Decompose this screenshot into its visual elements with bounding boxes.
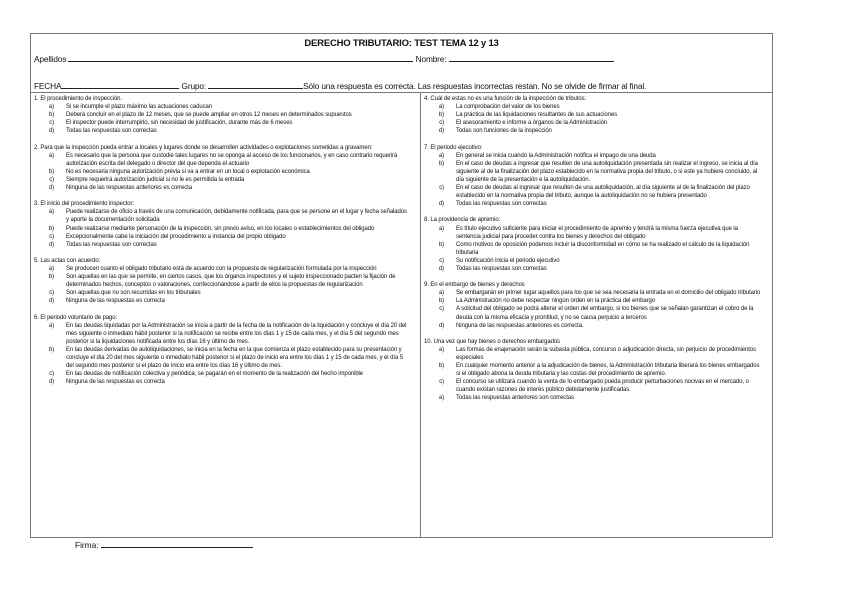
option-letter: b): [48, 346, 54, 353]
option-text: Ninguna de las respuestas es correcta: [66, 379, 165, 386]
question-text: 5. Las actas con acuerdo:: [34, 257, 101, 264]
answer-option[interactable]: [34, 273, 417, 289]
option-text: Las formas de enajenación serán la subasta pública, concurso o adjudicación directa, sin perjuicio de procedimientos especiales: [456, 346, 756, 361]
answer-option[interactable]: [34, 346, 417, 370]
question-block: [34, 144, 417, 193]
option-letter: d): [438, 128, 444, 135]
questions-grid: [31, 92, 772, 537]
option-letter: a): [438, 152, 444, 159]
option-text: Deberá concluir en el plazo de 12 meses, que se puede ampliar en otros 12 meses en determinados supuestos: [66, 112, 352, 119]
apellidos-field[interactable]: [68, 53, 413, 62]
option-letter: c): [439, 257, 444, 264]
question-text: 7. El periodo ejecutivo:: [424, 144, 483, 151]
option-text: En las deudas liquidadas por la Administración se inicia a partir de la fecha de la notificación de la liquidación y concluye el día 20 del mes siguiente o inmediato hábil posterior si la notificación se recibe entre los días 1 y 15 de cada mes, y el día 5 del segundo mes posterior si la liquidaciones notificada entre los días 16 y último de mes.: [66, 322, 407, 345]
answer-option[interactable]: [34, 378, 417, 386]
answer-option[interactable]: [34, 168, 417, 176]
question-block: [424, 144, 769, 209]
question-text: 9. En el embargo de bienes y derechos: [424, 282, 525, 289]
option-text: Todas las respuestas son correctas: [456, 201, 547, 208]
option-letter: b): [48, 168, 54, 175]
option-letter: c): [439, 185, 444, 192]
option-letter: a): [48, 265, 54, 272]
answer-option[interactable]: [424, 127, 769, 135]
grupo-field[interactable]: [208, 80, 303, 89]
option-text: Se producen cuanto el obligado tributario está de acuerdo con la propuesta de regularización formulada por la inspección: [66, 265, 377, 272]
answer-option[interactable]: [424, 241, 769, 257]
option-letter: a): [438, 395, 444, 402]
answer-option[interactable]: [34, 208, 417, 224]
option-text: En el caso de deudas al ingresar que resulten de una autoliquidación, al día siguiente al de la finalización del plazo establecido en la normativa propia del tributo, aunque la autoliquidación no se hubiera presentado: [456, 185, 750, 200]
option-text: En el caso de deudas a ingresar que resulten de una autoliquidación presentada sin realizar el ingreso, se inicia al día siguiente al de la finalización del plazo establecido en la normativa propia del tributo, o si este ya hubiere concluido, al día siguiente de la presentación e la autoliquidación.: [456, 160, 758, 183]
question-text: 1. El procedimiento de inspección.: [34, 96, 122, 102]
question-block: [424, 216, 769, 273]
answer-option[interactable]: [424, 200, 769, 208]
option-text: Se embargarán en primer lugar aquellos para los que se sea necesaria la entrada en el domicilio del obligado tributario: [456, 290, 761, 297]
firma-label: Firma:: [75, 540, 99, 550]
option-text: Todas las respuestas son correctas: [456, 265, 547, 272]
option-letter: c): [49, 371, 54, 378]
option-text: En las deudas de notificación colectiva y periódica, se pagarán en el momento de la realización del hecho imponible: [66, 371, 364, 378]
option-text: No es necesaria ninguna autorización previa si va a entrar en un local o explotación económica: [66, 168, 310, 175]
answer-option[interactable]: [424, 160, 769, 184]
option-text: Son aquellas que no son recurridas en los tribunales: [66, 290, 201, 297]
firma-field[interactable]: [101, 539, 253, 548]
answer-option[interactable]: [424, 346, 769, 362]
option-letter: c): [439, 306, 444, 313]
option-letter: d): [438, 265, 444, 272]
nombre-field[interactable]: [449, 53, 614, 62]
option-text: Siempre requerirá autorización judicial si no le es permitida la entrada: [66, 176, 245, 183]
name-row: [34, 53, 614, 64]
option-letter: a): [48, 322, 54, 329]
question-block: [34, 314, 417, 387]
question-text: 4. Cuál de estas no es una función de la inspección de tributos:: [424, 96, 587, 102]
option-letter: a): [48, 209, 54, 216]
question-block: [424, 95, 769, 135]
option-text: Puede realizarse de oficio a través de una comunicación, debidamente notificada, para que se persone en el lugar y fecha señalados y aporte la documentación solicitada: [66, 209, 407, 224]
fecha-field[interactable]: [61, 80, 179, 89]
question-block: [34, 257, 417, 306]
question-text: 3. El inicio del procedimiento inspector:: [34, 201, 134, 208]
question-block: [424, 338, 769, 403]
answer-option[interactable]: [424, 305, 769, 321]
answer-option[interactable]: [34, 152, 417, 168]
answer-option[interactable]: [34, 322, 417, 346]
question-text: 10. Una vez que hay bienes o derechos embargados: [424, 338, 560, 345]
option-letter: b): [48, 112, 54, 119]
fecha-row: [34, 80, 646, 91]
answer-option[interactable]: [34, 233, 417, 241]
signature-row: [75, 539, 253, 550]
question-text: 2. Para que la inspección pueda entrar a locales y lugares donde se desarrollen actividades o explotaciones sometidas a gravamen:: [34, 144, 373, 151]
answer-option[interactable]: [424, 362, 769, 378]
answer-option[interactable]: [34, 289, 417, 297]
answer-option[interactable]: [34, 225, 417, 233]
option-letter: a): [438, 290, 444, 297]
questions-column-right: [421, 93, 772, 537]
test-sheet: [30, 33, 773, 538]
answer-option[interactable]: [424, 265, 769, 273]
option-letter: d): [438, 201, 444, 208]
option-text: Como motivos de oposición podemos incluir la disconformidad en cómo se ha realizado el cálculo de la liquidación tributaria: [456, 241, 750, 256]
option-letter: c): [49, 176, 54, 183]
question-text: 6. El periodo voluntario de pago:: [34, 314, 118, 321]
option-text: La práctica de las liquidaciones resultantes de sus actuaciones: [456, 112, 618, 119]
option-text: Su notificación inicia el periodo ejecutivo: [456, 257, 560, 264]
answer-option[interactable]: [424, 378, 769, 394]
question-block: [34, 95, 417, 135]
answer-option[interactable]: [424, 152, 769, 160]
option-text: En cualquier momento anterior a la adjudicación de bienes, la Administración tributaria liberará los bienes embargados si el obligado abona la deuda tributaria y las costas del procedimiento de apremio.: [456, 363, 760, 378]
page-title: DERECHO TRIBUTARIO: TEST TEMA 12 y 13: [304, 38, 499, 49]
grupo-label: Grupo:: [181, 81, 206, 91]
nombre-label: Nombre:: [415, 54, 447, 64]
option-text: En general se inicia cuando la Administración notifica el impago de una deuda: [456, 152, 656, 159]
option-letter: d): [48, 241, 54, 248]
option-text: El inspector puede interrumpirlo, sin necesidad de justificación, durante más de 6 meses: [66, 120, 293, 127]
option-letter: a): [48, 104, 54, 111]
option-text: Ninguna de las respuestas anteriores es correcta: [66, 185, 192, 192]
option-letter: b): [438, 241, 444, 248]
option-text: Ninguna de las respuestas es correcta: [66, 298, 165, 305]
answer-option[interactable]: [424, 257, 769, 265]
answer-option[interactable]: [424, 111, 769, 119]
instructions: Sólo una respuesta es correcta. Las respuestas incorrectas restan. No se olvide de firmar al final.: [303, 81, 647, 91]
option-text: Es necesario que la persona que custodie tales lugares no se oponga al acceso de los funcionarios, y en caso contrario requerirá autorización escrita del delegado o director del que dependa el actuario: [66, 152, 398, 167]
answer-option[interactable]: [424, 119, 769, 127]
option-text: Puede realizarse mediante personación de la inspección, sin previo aviso, en los locales o establecimientos del obligado: [66, 225, 375, 232]
answer-option[interactable]: [424, 103, 769, 111]
answer-option[interactable]: [34, 119, 417, 127]
answer-option[interactable]: [424, 225, 769, 241]
option-text: Todas las respuestas son correctas: [66, 241, 157, 248]
option-letter: d): [48, 298, 54, 305]
option-text: El asesoramiento e informe a órganos de la Administración: [456, 120, 608, 127]
option-text: Si se incumple el plazo máximo las actuaciones caducan: [66, 104, 213, 111]
answer-option[interactable]: [424, 394, 769, 402]
question-block: [34, 200, 417, 249]
option-letter: a): [48, 152, 54, 159]
option-text: Todas son funciones de la inspección: [456, 128, 552, 135]
option-text: Excepcionalmente cabe la iniciación del procedimiento a instancia del propio obligado: [66, 233, 286, 240]
option-letter: a): [438, 346, 444, 353]
answer-option[interactable]: [424, 322, 769, 330]
option-text: A solicitud del obligado se podrá alterar el orden del embargo, si los bienes que se señalan garantizan el cobro de la deuda con la misma eficacia y prontitud, y no se causa perjuicio a terceros: [456, 306, 754, 321]
option-letter: d): [48, 379, 54, 386]
question-text: 8. La providencia de apremio:: [424, 217, 501, 224]
answer-option[interactable]: [34, 265, 417, 273]
option-text: La comprobación del valor de los bienes: [456, 104, 560, 111]
answer-option[interactable]: [34, 176, 417, 184]
option-text: Todas las respuestas son correctas: [66, 128, 157, 135]
option-letter: d): [438, 322, 444, 329]
option-text: Todas las respuestas anteriores son correctas: [456, 395, 574, 402]
question-block: [424, 281, 769, 330]
option-letter: c): [49, 120, 54, 127]
option-letter: c): [439, 379, 444, 386]
option-letter: d): [48, 185, 54, 192]
answer-option[interactable]: [424, 184, 769, 200]
answer-option[interactable]: [424, 289, 769, 297]
option-letter: a): [438, 225, 444, 232]
answer-option[interactable]: [34, 103, 417, 111]
option-letter: c): [49, 290, 54, 297]
option-letter: b): [438, 363, 444, 370]
answer-option[interactable]: [34, 184, 417, 192]
answer-option[interactable]: [34, 297, 417, 305]
option-letter: b): [48, 225, 54, 232]
option-text: La Administración no debe respectar ningún orden en la práctica del embargo: [456, 298, 655, 305]
option-letter: c): [439, 120, 444, 127]
questions-column-left: [31, 93, 421, 537]
option-text: El concurso se utilizará cuando la venta de lo embargado pueda producir perturbaciones nocivas en el mercado, o cuando existan razones de interés público debidamente justificadas.: [456, 379, 749, 394]
option-letter: b): [438, 160, 444, 167]
answer-option[interactable]: [34, 241, 417, 249]
answer-option[interactable]: [34, 370, 417, 378]
answer-option[interactable]: [424, 297, 769, 305]
option-text: Ninguna de las respuestas anteriores es correcta.: [456, 322, 584, 329]
answer-option[interactable]: [34, 111, 417, 119]
option-text: En las deudas derivadas de autoliquidaciones, se inicia en la fecha en la que comienza el plazo establecido para su presentación y concluye el día 20 del mes siguiente o inmediato hábil posterior si el plazo de inicio era entre los días 1 y 15 de cada mes, y el día 5 del segundo mes posterior si el plazo de inicio era entre los días 16 y último de mes.: [66, 346, 403, 370]
option-text: Son aquellas en las que se permite, en ciertos casos, que los órganos inspectores y el sujeto inspeccionado pacten la fijación de determinados hechos, conceptos o valoraciones, confeccionándose a partir de ellos la propuestas de regularización: [66, 274, 396, 289]
option-letter: a): [438, 104, 444, 111]
option-letter: b): [438, 298, 444, 305]
option-letter: d): [48, 128, 54, 135]
answer-option[interactable]: [34, 127, 417, 135]
option-letter: b): [48, 274, 54, 281]
option-text: Es título ejecutivo suficiente para iniciar el procedimiento de apremio y tendrá la misma fuerza ejecutiva que la sentencia judicial para proceder contra los bienes y derechos del obligado: [456, 225, 738, 240]
apellidos-label: Apellidos: [34, 54, 67, 64]
option-letter: b): [438, 112, 444, 119]
option-letter: c): [49, 233, 54, 240]
fecha-label: FECHA: [34, 81, 62, 91]
